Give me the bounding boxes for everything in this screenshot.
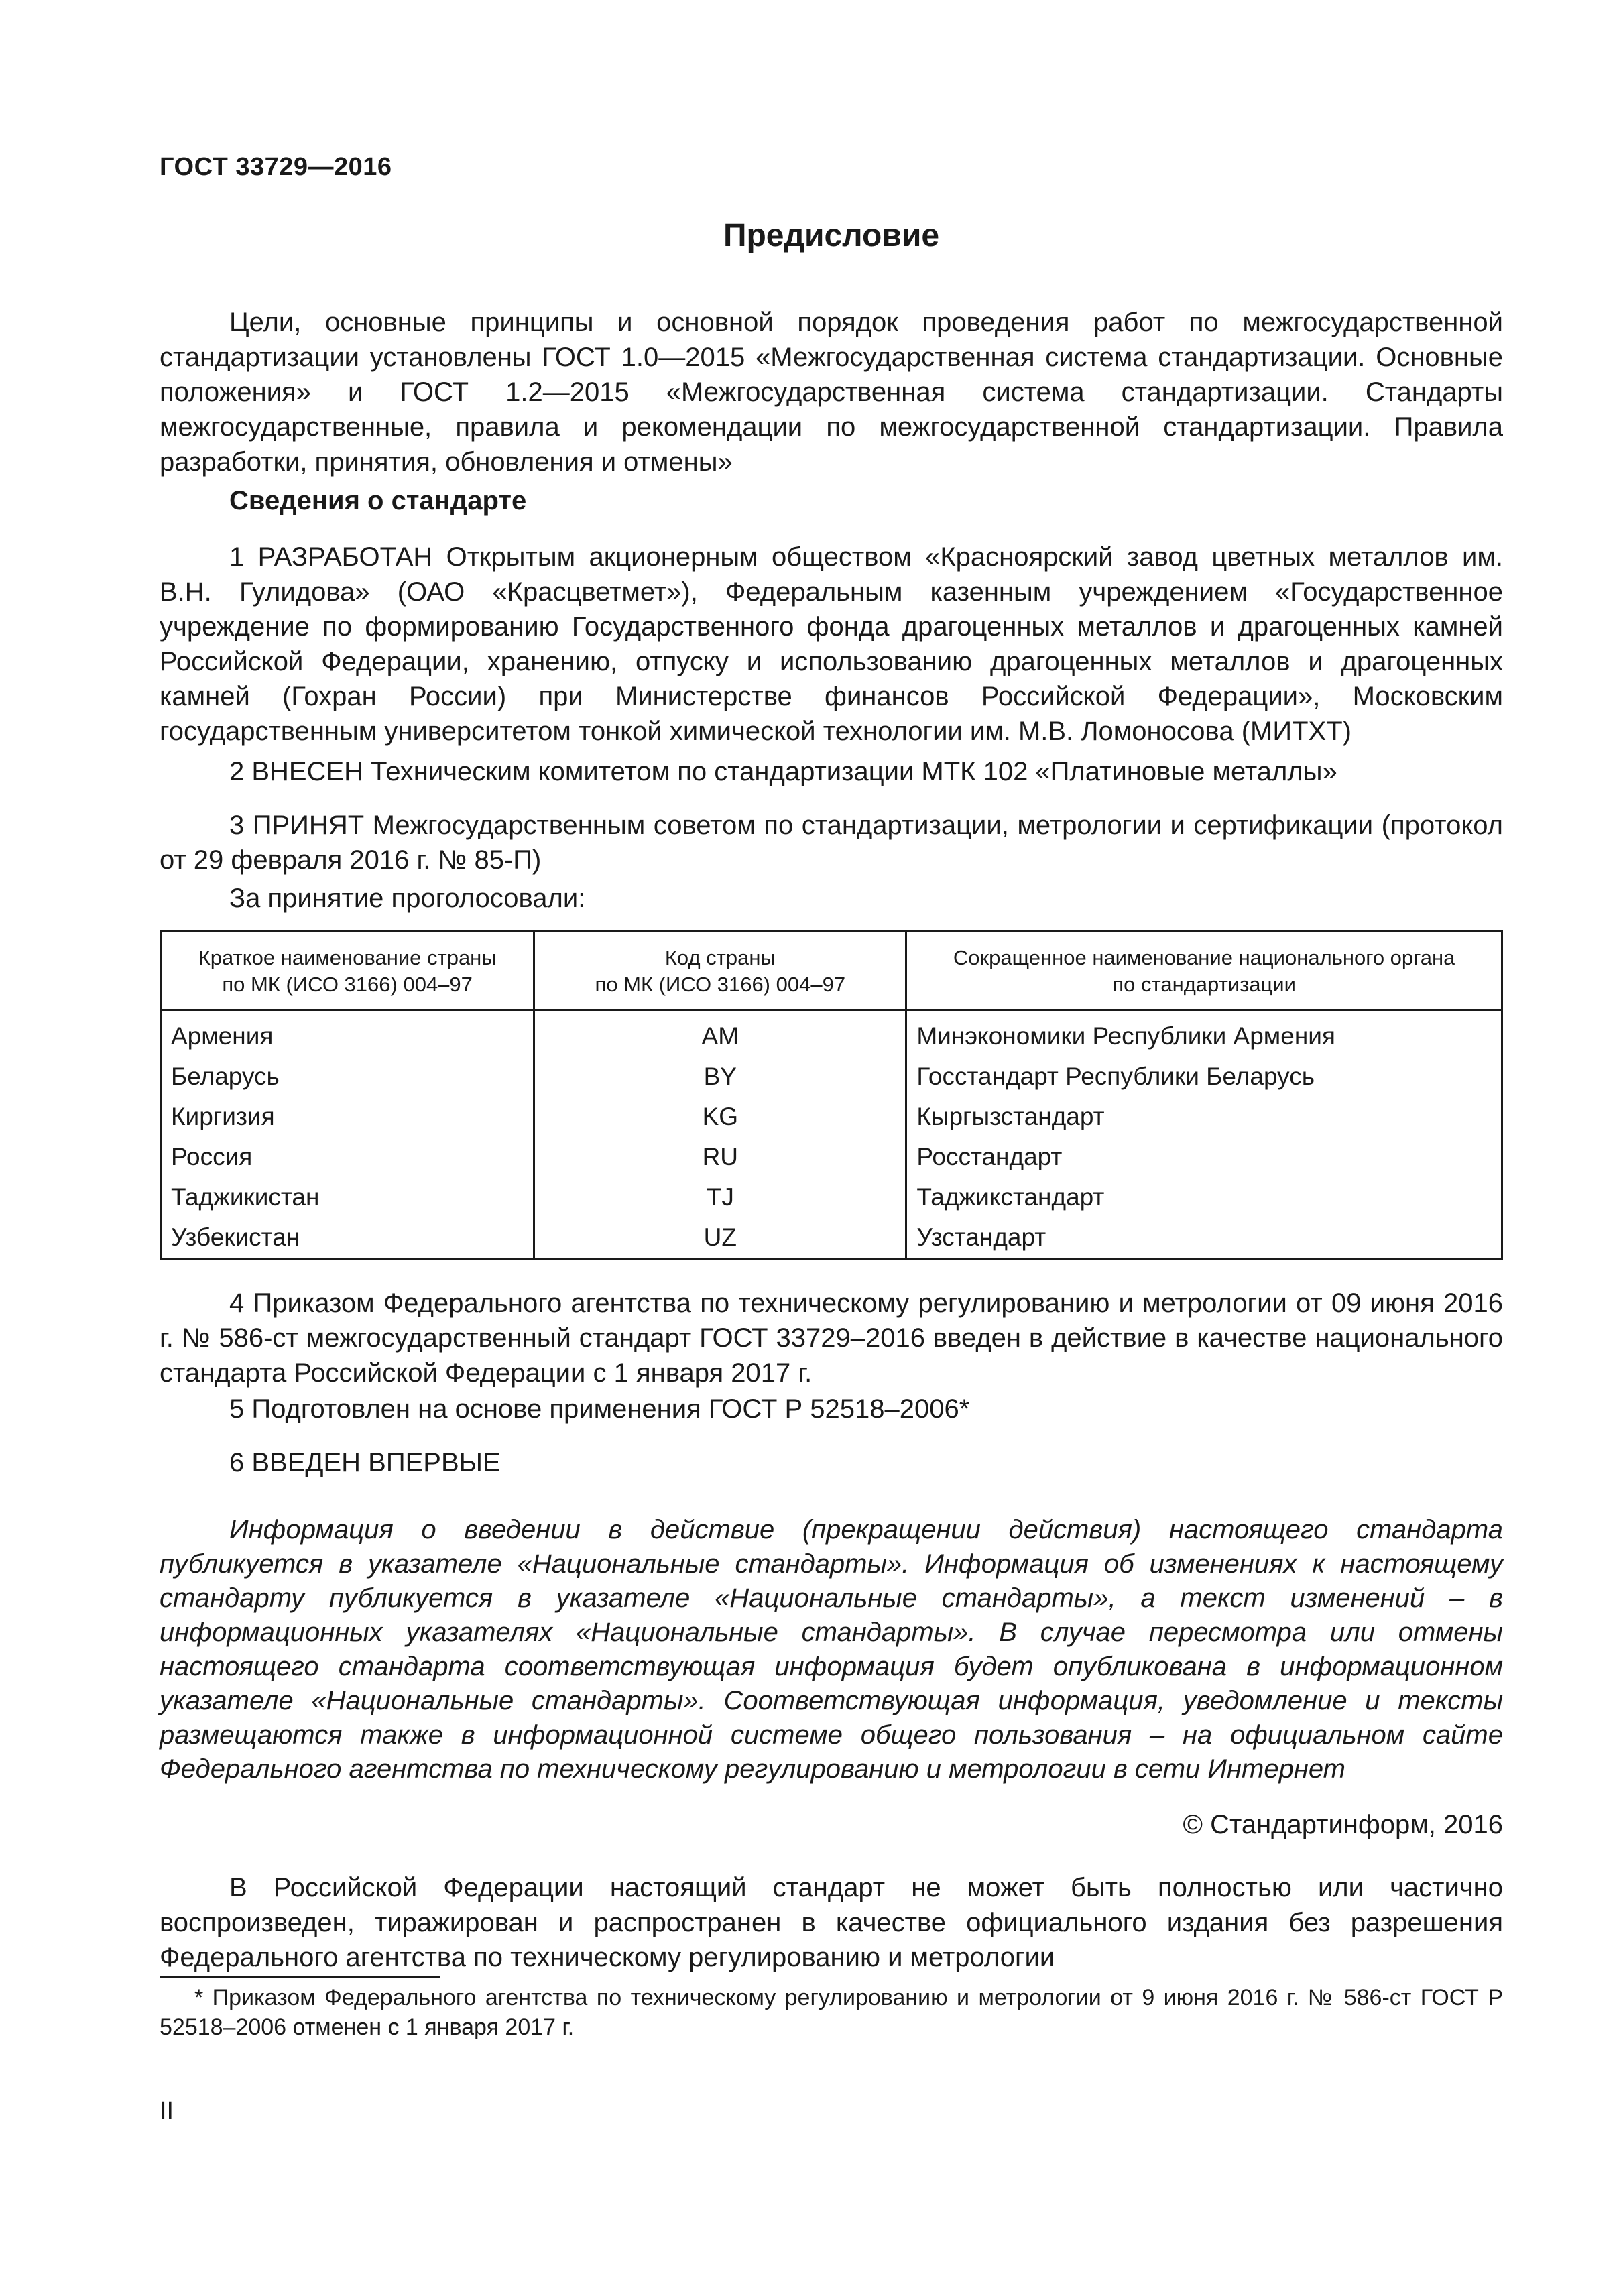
- intro-paragraph: Цели, основные принципы и основной порядок проведения работ по межгосударственной стандартизации установлены ГОСТ 1.0—2015 «Межгосударственная система стандартизации. Основные положения» и ГОСТ 1.2—2015 «Межгосударственная система стандартизации. Стандарты межгосударственные, правила и рекомендации по межгосударственной стандартизации. Правила разработки, принятия, обновления и отмены»: [160, 308, 1503, 477]
- cell-country: Россия: [161, 1137, 534, 1177]
- item-4-order: [160, 1286, 1503, 1390]
- copyright: © Стандартинформ, 2016: [1183, 1810, 1503, 1839]
- cell-code: UZ: [534, 1217, 906, 1259]
- header-body: [906, 932, 1502, 1010]
- header-country: [161, 932, 534, 1010]
- item-1-developed: [160, 540, 1503, 749]
- document-code: ГОСТ 33729—2016: [160, 153, 392, 181]
- footnote: [160, 1983, 1503, 2042]
- item-1-text: 1 РАЗРАБОТАН Открытым акционерным обществом «Красноярский завод цветных металлов им. В.Н. Гулидова» (ОАО «Красцветмет»), Федеральным казенным учреждением «Государственное учреждение по формированию Государственного фонда драгоценных металлов и драгоценных камней Российской Федерации, хранению, отпуску и использованию драгоценных металлов и драгоценных камней (Гохран России) при Министерстве финансов Российской Федерации», Московским государственным университетом тонкой химической технологии им. М.В. Ломоносова (МИТХТ): [160, 542, 1503, 746]
- header-body-line1: Сокращенное наименование национального органа: [953, 946, 1455, 969]
- cell-body: Росстандарт: [906, 1137, 1502, 1177]
- legal-notice-text: В Российской Федерации настоящий стандарт не может быть полностью или частично воспроизведен, тиражирован и распространен в качестве официального издания без разрешения Федерального агентства по техническому регулированию и метрологии: [160, 1873, 1503, 1972]
- cell-body: Госстандарт Республики Беларусь: [906, 1056, 1502, 1097]
- cell-country: Киргизия: [161, 1097, 534, 1137]
- footnote-divider: [160, 1976, 440, 1978]
- voting-table: [160, 930, 1503, 1260]
- cell-code: AM: [534, 1010, 906, 1057]
- vote-label: За принятие проголосовали:: [229, 884, 586, 913]
- cell-body: Кыргызстандарт: [906, 1097, 1502, 1137]
- cell-body: Таджикстандарт: [906, 1177, 1502, 1217]
- about-standard-heading: Сведения о стандарте: [229, 486, 527, 516]
- legal-notice: [160, 1870, 1503, 1975]
- page-number: II: [160, 2097, 174, 2125]
- publication-info: [160, 1513, 1503, 1787]
- header-country-line2: по МК (ИСО 3166) 004–97: [222, 973, 473, 996]
- header-code-line2: по МК (ИСО 3166) 004–97: [595, 973, 846, 996]
- header-code: [534, 932, 906, 1010]
- table-row: [161, 1097, 1502, 1137]
- table-row: [161, 1056, 1502, 1097]
- item-3-adopted: [160, 808, 1503, 878]
- cell-code: TJ: [534, 1177, 906, 1217]
- header-country-line1: Краткое наименование страны: [198, 946, 497, 969]
- cell-code: BY: [534, 1056, 906, 1097]
- header-body-line2: по стандартизации: [1112, 973, 1296, 996]
- page-title: Предисловие: [723, 218, 940, 253]
- table-row: [161, 1177, 1502, 1217]
- item-4-text: 4 Приказом Федерального агентства по техническому регулированию и метрологии от 09 июня 2016 г. № 586-ст межгосударственный стандарт ГОСТ 33729–2016 введен в действие в качестве национального стандарта Российской Федерации с 1 января 2017 г.: [160, 1288, 1503, 1388]
- cell-country: Узбекистан: [161, 1217, 534, 1259]
- cell-country: Таджикистан: [161, 1177, 534, 1217]
- table-header-row: [161, 932, 1502, 1010]
- item-5-prepared: 5 Подготовлен на основе применения ГОСТ Р 52518–2006*: [229, 1394, 970, 1424]
- cell-country: Армения: [161, 1010, 534, 1057]
- intro-section: [160, 305, 1503, 479]
- publication-info-text: Информация о введении в действие (прекращении действия) настоящего стандарта публикуется в указателе «Национальные стандарты». Информация об изменениях к настоящему стандарту публикуется в указателе «Национальные стандарты», а текст изменений – в информационных указателях «Национальные стандарты». В случае пересмотра или отмены настоящего стандарта соответствующая информация будет опубликована в информационном указателе «Национальные стандарты». Соответствующая информация, уведомление и тексты размещаются также в информационной системе общего пользования – на официальном сайте Федерального агентства по техническому регулированию и метрологии в сети Интернет: [160, 1515, 1503, 1784]
- table-row: [161, 1217, 1502, 1259]
- footnote-text: * Приказом Федерального агентства по техническому регулированию и метрологии от 9 июня 2016 г. № 586-ст ГОСТ Р 52518–2006 отменен с 1 января 2017 г.: [160, 1985, 1503, 2040]
- header-code-line1: Код страны: [664, 946, 776, 969]
- item-3-text: 3 ПРИНЯТ Межгосударственным советом по стандартизации, метрологии и сертификации (протокол от 29 февраля 2016 г. № 85-П): [160, 810, 1503, 875]
- item-6-first-time: 6 ВВЕДЕН ВПЕРВЫЕ: [229, 1448, 501, 1477]
- table-row: [161, 1010, 1502, 1057]
- table-row: [161, 1137, 1502, 1177]
- cell-code: KG: [534, 1097, 906, 1137]
- cell-country: Беларусь: [161, 1056, 534, 1097]
- item-2-introduced: [160, 754, 1503, 789]
- cell-code: RU: [534, 1137, 906, 1177]
- item-2-text: 2 ВНЕСЕН Техническим комитетом по стандартизации МТК 102 «Платиновые металлы»: [229, 757, 1337, 786]
- cell-body: Узстандарт: [906, 1217, 1502, 1259]
- cell-body: Минэкономики Республики Армения: [906, 1010, 1502, 1057]
